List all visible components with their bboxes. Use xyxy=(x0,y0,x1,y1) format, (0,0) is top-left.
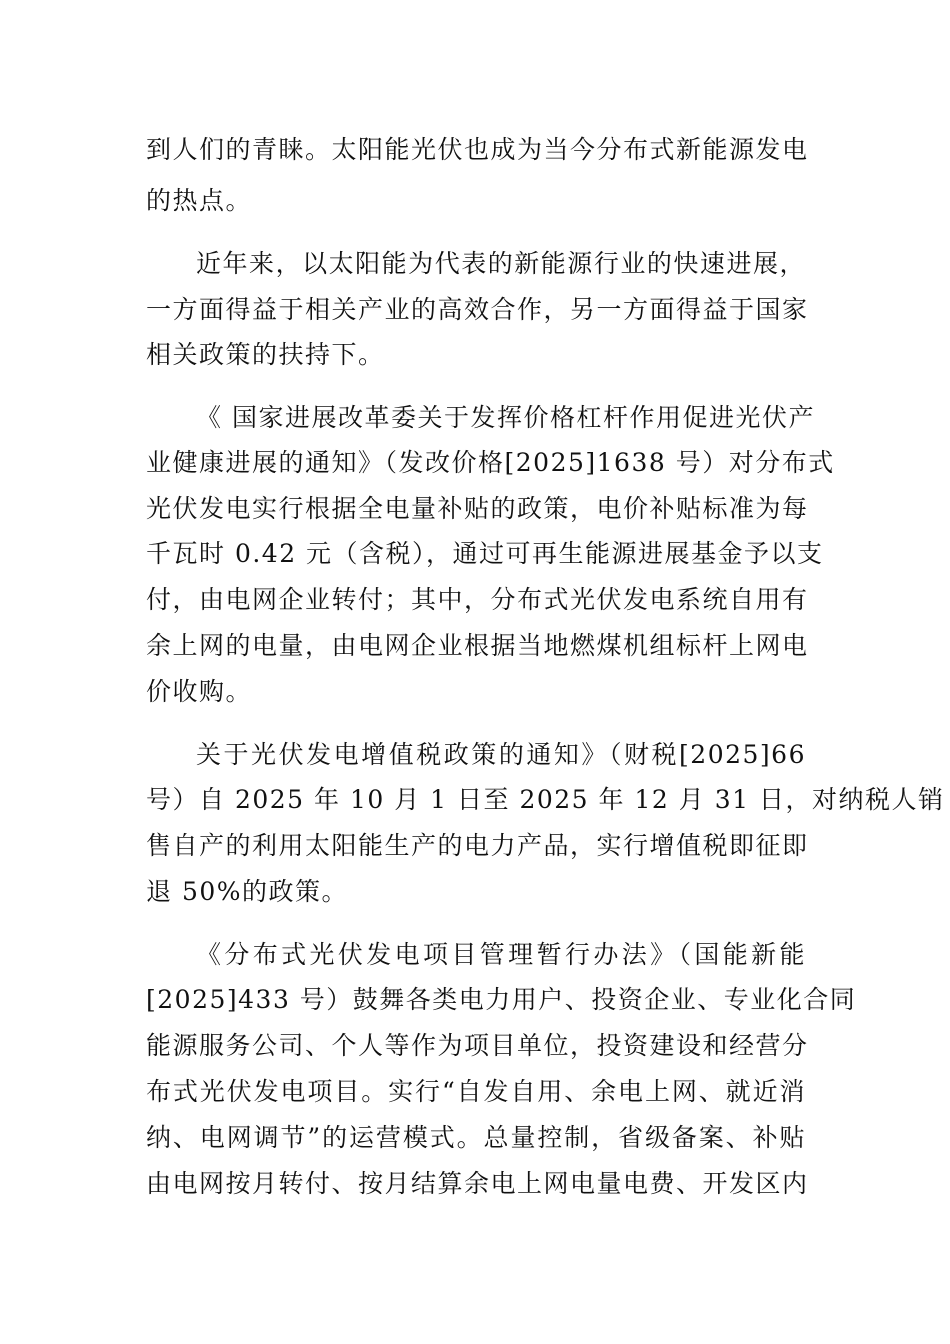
text-line: 号）自 2025 年 10 月 1 日至 2025 年 12 月 31 日，对纳税人销 xyxy=(146,785,945,814)
text-line: 相关政策的扶持下。 xyxy=(146,340,385,369)
text-line: 纳、电网调节”的运营模式。总量控制，省级备案、补贴 xyxy=(146,1123,806,1152)
text-line: 到人们的青睐。太阳能光伏也成为当今分布式新能源发电 xyxy=(146,135,809,164)
text-line: 售自产的利用太阳能生产的电力产品，实行增值税即征即 xyxy=(146,831,809,860)
text-line: 价收购。 xyxy=(146,677,253,706)
text-line: 千瓦时 0.42 元（含税），通过可再生能源进展基金予以支 xyxy=(146,539,824,568)
text-line: 近年来，以太阳能为代表的新能源行业的快速进展， xyxy=(196,249,806,278)
text-line: 《分布式光伏发电项目管理暂行办法》（国能新能 xyxy=(196,940,806,969)
text-line: 退 50%的政策。 xyxy=(146,877,349,906)
text-line: 《 国家进展改革委关于发挥价格杠杆作用促进光伏产 xyxy=(196,403,815,432)
text-line: 光伏发电实行根据全电量补贴的政策，电价补贴标准为每 xyxy=(146,494,809,523)
text-line: [2025]433 号）鼓舞各类电力用户、投资企业、专业化合同 xyxy=(146,985,857,1014)
text-line: 付，由电网企业转付；其中，分布式光伏发电系统自用有 xyxy=(146,585,809,614)
text-line: 一方面得益于相关产业的高效合作，另一方面得益于国家 xyxy=(146,295,809,324)
text-line: 关于光伏发电增值税政策的通知》（财税[2025]66 xyxy=(196,740,806,769)
text-line: 的热点。 xyxy=(146,186,253,215)
text-line: 能源服务公司、个人等作为项目单位，投资建设和经营分 xyxy=(146,1031,809,1060)
text-line: 余上网的电量，由电网企业根据当地燃煤机组标杆上网电 xyxy=(146,631,809,660)
text-line: 由电网按月转付、按月结算余电上网电量电费、开发区内 xyxy=(146,1169,809,1198)
text-line: 业健康进展的通知》（发改价格[2025]1638 号）对分布式 xyxy=(146,448,835,477)
text-line: 布式光伏发电项目。实行“自发自用、余电上网、就近消 xyxy=(146,1077,806,1106)
